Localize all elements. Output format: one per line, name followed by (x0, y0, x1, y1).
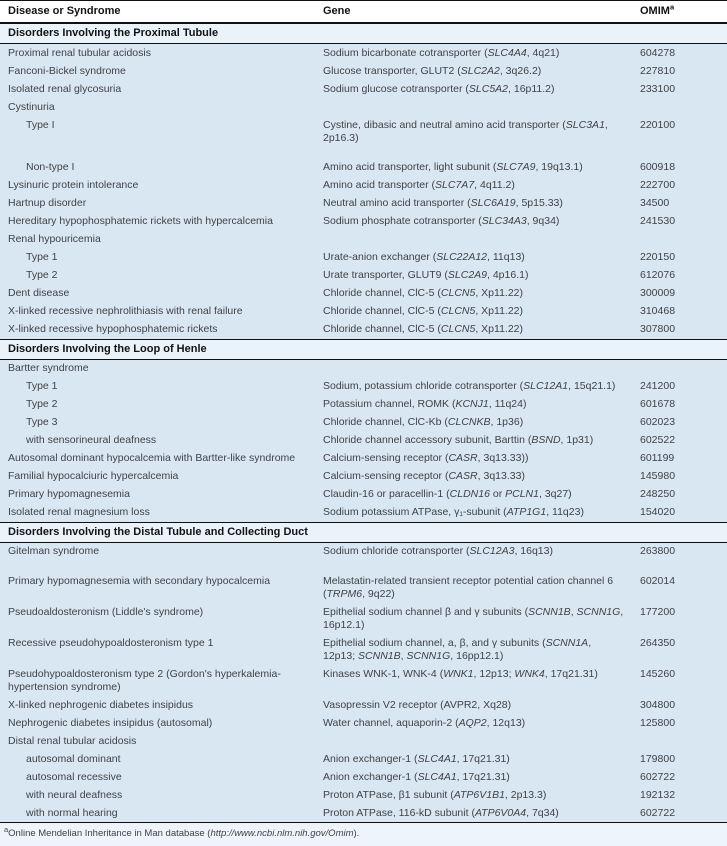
table-row (0, 116, 727, 159)
omim-cell: 307800 (640, 323, 676, 335)
gene-cell: Chloride channel, ClC-5 (CLCN5, Xp11.22) (323, 287, 523, 299)
gene-symbol: SLC7A9 (496, 161, 536, 173)
gene-symbol: AQP2 (458, 716, 487, 729)
gene-cell: Chloride channel, ClC-Kb (CLCNKB, 1p36) (323, 416, 524, 428)
disease-cell: autosomal dominant (26, 752, 121, 765)
gene-symbol: CLCN5 (440, 287, 476, 299)
disease-cell: Bartter syndrome (8, 362, 89, 374)
table-row (0, 786, 727, 804)
gene-cell: Chloride channel accessory subunit, Barttin (BSND, 1p31) (323, 434, 594, 446)
omim-cell: 233100 (640, 82, 676, 95)
section-header: Disorders Involving the Loop of Henle (0, 339, 727, 360)
gene-symbol: CLCN5 (440, 323, 476, 335)
omim-cell: 192132 (640, 788, 676, 801)
disease-cell: X-linked nephrogenic diabetes insipidus (8, 698, 194, 711)
gene-cell (323, 735, 640, 748)
gene-symbol: KCNJ1 (455, 398, 489, 410)
disease-cell: Pseudoaldosteronism (Liddle's syndrome) (8, 605, 204, 618)
table-row (0, 468, 727, 486)
omim-cell: 264350 (640, 636, 676, 649)
gene-cell: Calcium-sensing receptor (CASR, 3q13.33) (323, 470, 525, 482)
gene-cell: Amino acid transporter (SLC7A7, 4q11.2) (323, 179, 515, 191)
gene-cell: Epithelial sodium channel, a, β, and γ subunits (SCNN1A, 12p13; SCNN1B, SCNN1G, 16pp12.1) (323, 636, 592, 662)
table-row (0, 321, 727, 339)
footnote-url: http://www.ncbi.nlm.nih.gov/Omim (210, 828, 354, 839)
disease-cell: Dent disease (8, 287, 70, 299)
disease-cell: Type I (26, 118, 55, 131)
gene-symbol: ATP6V1B1 (453, 788, 505, 801)
gene-cell: Proton ATPase, β1 subunit (ATP6V1B1, 2p13.3) (323, 788, 547, 801)
column-header-disease: Disease or Syndrome (8, 5, 121, 17)
gene-symbol: SCNN1B (358, 649, 401, 662)
gene-symbol: CLDN16 (449, 488, 490, 500)
disease-cell: Pseudohypoaldosteronism type 2 (Gordon's hyperkalemia-hypertension syndrome) (8, 667, 281, 693)
omim-cell: 227810 (640, 64, 676, 77)
disease-cell: Proximal renal tubular acidosis (8, 46, 151, 59)
omim-cell: 304800 (640, 698, 676, 711)
omim-cell: 601199 (640, 452, 675, 464)
table-row (0, 804, 727, 822)
disease-cell: Familial hypocalciuric hypercalcemia (8, 470, 179, 482)
omim-label: OMIM (640, 5, 670, 17)
disease-cell: Lysinuric protein intolerance (8, 179, 139, 191)
gene-symbol: SLC4A1 (417, 752, 457, 765)
disease-cell: with normal hearing (26, 806, 118, 819)
table-row (0, 44, 727, 62)
table-row (0, 360, 727, 378)
gene-symbol: CASR (448, 470, 478, 482)
gene-cell: Chloride channel, ClC-5 (CLCN5, Xp11.22) (323, 305, 523, 317)
disease-cell: with sensorineural deafness (26, 434, 157, 446)
gene-symbol: SLC4A1 (417, 770, 457, 783)
gene-cell: Sodium, potassium chloride cotransporter (SLC12A1, 15q21.1) (323, 380, 616, 392)
gene-symbol: SCNN1G (576, 605, 621, 618)
gene-symbol: SLC6A19 (470, 197, 516, 209)
gene-symbol: SLC12A3 (469, 545, 515, 557)
table-footnote (0, 822, 727, 846)
disease-cell: Type 3 (26, 416, 58, 428)
disease-cell: Type 1 (26, 380, 58, 392)
table-row (0, 696, 727, 714)
gene-cell: Sodium bicarbonate cotransporter (SLC4A4, 4q21) (323, 46, 560, 59)
omim-cell: 602522 (640, 434, 676, 446)
disease-cell: Cystinuria (8, 100, 55, 113)
footnote-marker: a (4, 824, 9, 834)
disease-cell: Nephrogenic diabetes insipidus (autosomal) (8, 716, 213, 729)
table-row (0, 285, 727, 303)
disease-cell: Recessive pseudohypoaldosteronism type 1 (8, 636, 214, 649)
disease-cell: Hartnup disorder (8, 197, 87, 209)
gene-cell: Sodium glucose cotransporter (SLC5A2, 16p11.2) (323, 82, 555, 95)
omim-cell: 248250 (640, 488, 676, 500)
column-header-gene: Gene (323, 5, 351, 17)
omim-cell: 601678 (640, 398, 676, 410)
omim-footnote-marker: a (669, 2, 675, 12)
gene-cell: Anion exchanger-1 (SLC4A1, 17q21.31) (323, 770, 510, 783)
omim-cell: 600918 (640, 161, 676, 173)
disease-cell: Type 2 (26, 269, 58, 281)
gene-symbol: TRPM6 (326, 587, 363, 600)
gene-symbol: CASR (448, 452, 478, 464)
omim-cell: 602014 (640, 574, 676, 587)
table-row (0, 159, 727, 177)
gene-symbol: PCLN1 (505, 488, 539, 500)
table-row (0, 714, 727, 732)
gene-symbol: SCNN1B (528, 605, 571, 618)
column-header-omim (640, 2, 727, 18)
gene-cell: Potassium channel, ROMK (KCNJ1, 11q24) (323, 398, 527, 410)
omim-cell: 602023 (640, 416, 676, 428)
gene-symbol: BSND (531, 434, 561, 446)
gene-symbol: CLCN5 (440, 305, 476, 317)
table-row (0, 750, 727, 768)
omim-cell: 241530 (640, 215, 676, 227)
omim-cell: 34500 (640, 197, 670, 209)
gene-cell: Claudin-16 or paracellin-1 (CLDN16 or PCLN1, 3q27) (323, 488, 572, 500)
table-row (0, 303, 727, 321)
gene-cell (323, 362, 640, 375)
gene-symbol: SLC3A1 (565, 118, 605, 131)
disease-cell: Renal hypouricemia (8, 233, 101, 245)
table-row (0, 432, 727, 450)
omim-cell: 145260 (640, 667, 676, 680)
table-row (0, 486, 727, 504)
omim-cell: 177200 (640, 605, 676, 618)
gene-cell: Calcium-sensing receptor (CASR, 3q13.33)) (323, 452, 529, 464)
omim-cell: 604278 (640, 46, 676, 59)
table-row (0, 195, 727, 213)
section-header: Disorders Involving the Distal Tubule and Collecting Duct (0, 522, 727, 543)
omim-cell: 612076 (640, 269, 676, 281)
gene-cell: Amino acid transporter, light subunit (SLC7A9, 19q13.1) (323, 161, 583, 173)
gene-cell: Epithelial sodium channel β and γ subunits (SCNN1B, SCNN1G, 16p12.1) (323, 605, 624, 631)
table-row (0, 98, 727, 116)
gene-symbol: SCNN1G (406, 649, 451, 662)
gene-symbol: SLC7A7 (435, 179, 475, 191)
omim-cell (640, 233, 727, 246)
disease-cell: Type 1 (26, 251, 58, 263)
omim-cell: 241200 (640, 380, 676, 392)
omim-cell: 179800 (640, 752, 676, 765)
gene-symbol: SLC12A1 (523, 380, 569, 392)
gene-cell (323, 233, 640, 246)
table-row (0, 665, 727, 696)
gene-cell: Melastatin-related transient receptor potential cation channel 6 (TRPM6, 9q22) (323, 574, 614, 600)
table-row (0, 62, 727, 80)
omim-cell: 220150 (640, 251, 676, 263)
table-row (0, 177, 727, 195)
footnote-close: ). (353, 828, 360, 839)
gene-cell: Sodium potassium ATPase, γ₁-subunit (ATP1G1, 11q23) (323, 506, 584, 518)
gene-symbol: CLCNKB (447, 416, 491, 428)
omim-cell: 145980 (640, 470, 676, 482)
gene-symbol: WNK4 (514, 667, 545, 680)
table-row (0, 414, 727, 432)
omim-cell: 602722 (640, 770, 676, 783)
table-row (0, 231, 727, 249)
gene-cell: Sodium phosphate cotransporter (SLC34A3, 9q34) (323, 215, 560, 227)
omim-cell: 125800 (640, 716, 676, 729)
omim-cell: 300009 (640, 287, 676, 299)
gene-cell: Proton ATPase, 116-kD subunit (ATP6V0A4, 7q34) (323, 806, 559, 819)
disease-cell: Isolated renal glycosuria (8, 82, 122, 95)
table-row (0, 213, 727, 231)
omim-cell (640, 735, 727, 748)
omim-cell: 222700 (640, 179, 676, 191)
gene-symbol: SLC22A12 (436, 251, 488, 263)
omim-cell: 602722 (640, 806, 676, 819)
gene-symbol: SLC2A2 (460, 64, 500, 77)
gene-symbol: SLC4A4 (487, 46, 527, 59)
gene-cell: Water channel, aquaporin-2 (AQP2, 12q13) (323, 716, 526, 729)
table-row (0, 543, 727, 573)
table-row (0, 603, 727, 634)
gene-symbol: SCNN1A (545, 636, 589, 649)
gene-cell: Chloride channel, ClC-5 (CLCN5, Xp11.22) (323, 323, 523, 335)
gene-cell (323, 101, 640, 114)
table-row (0, 378, 727, 396)
gene-symbol: SLC34A3 (481, 215, 527, 227)
omim-cell: 154020 (640, 506, 676, 518)
gene-cell: Kinases WNK-1, WNK-4 (WNK1, 12p13; WNK4, 17q21.31) (323, 667, 598, 680)
disease-cell: Primary hypomagnesemia with secondary hypocalcemia (8, 574, 271, 587)
table-row (0, 732, 727, 750)
omim-cell: 220100 (640, 118, 676, 131)
gene-symbol: SLC5A2 (468, 82, 509, 95)
disease-cell: X-linked recessive hypophosphatemic rickets (8, 323, 218, 335)
omim-cell: 310468 (640, 305, 676, 317)
omim-cell: 263800 (640, 545, 676, 557)
disease-cell: autosomal recessive (26, 770, 122, 783)
disease-cell: Isolated renal magnesium loss (8, 506, 150, 518)
section-header: Disorders Involving the Proximal Tubule (0, 24, 727, 44)
table-row (0, 768, 727, 786)
table-row (0, 634, 727, 665)
table-row (0, 504, 727, 522)
gene-cell: Sodium chloride cotransporter (SLC12A3, 16q13) (323, 545, 553, 557)
gene-symbol: ATP1G1 (506, 506, 547, 518)
gene-cell: Glucose transporter, GLUT2 (SLC2A2, 3q26.2) (323, 64, 542, 77)
disease-cell: Autosomal dominant hypocalcemia with Bartter-like syndrome (8, 452, 296, 464)
disease-cell: Hereditary hypophosphatemic rickets with hypercalcemia (8, 215, 273, 227)
table-header-row (0, 0, 727, 24)
table-row (0, 572, 727, 603)
omim-cell (640, 101, 727, 114)
gene-symbol: WNK1 (443, 667, 474, 680)
gene-cell: Cystine, dibasic and neutral amino acid transporter (SLC3A1, 2p16.3) (323, 118, 608, 144)
disease-cell: Gitelman syndrome (8, 545, 100, 557)
gene-symbol: ATP6V0A4 (474, 806, 527, 819)
disease-cell: Type 2 (26, 398, 58, 410)
table-row (0, 80, 727, 98)
table-row (0, 396, 727, 414)
table-row (0, 450, 727, 468)
gene-cell: Vasopressin V2 receptor (AVPR2, Xq28) (323, 698, 512, 711)
gene-cell: Urate transporter, GLUT9 (SLC2A9, 4p16.1) (323, 269, 529, 281)
disease-cell: Non-type I (26, 161, 75, 173)
gene-cell: Urate-anion exchanger (SLC22A12, 11q13) (323, 251, 525, 263)
disease-cell: Primary hypomagnesemia (8, 488, 130, 500)
table-row (0, 249, 727, 267)
footnote-text: Online Mendelian Inheritance in Man database ( (8, 828, 211, 839)
gene-symbol: SLC2A9 (447, 269, 487, 281)
disease-cell: X-linked recessive nephrolithiasis with renal failure (8, 305, 243, 317)
table-body (0, 24, 727, 822)
omim-cell (640, 362, 727, 375)
table-row (0, 267, 727, 285)
disease-cell: with neural deafness (26, 788, 123, 801)
gene-cell: Anion exchanger-1 (SLC4A1, 17q21.31) (323, 752, 510, 765)
disease-cell: Fanconi-Bickel syndrome (8, 64, 126, 77)
disease-cell: Distal renal tubular acidosis (8, 734, 137, 747)
gene-cell: Neutral amino acid transporter (SLC6A19, 5p15.33) (323, 197, 563, 209)
